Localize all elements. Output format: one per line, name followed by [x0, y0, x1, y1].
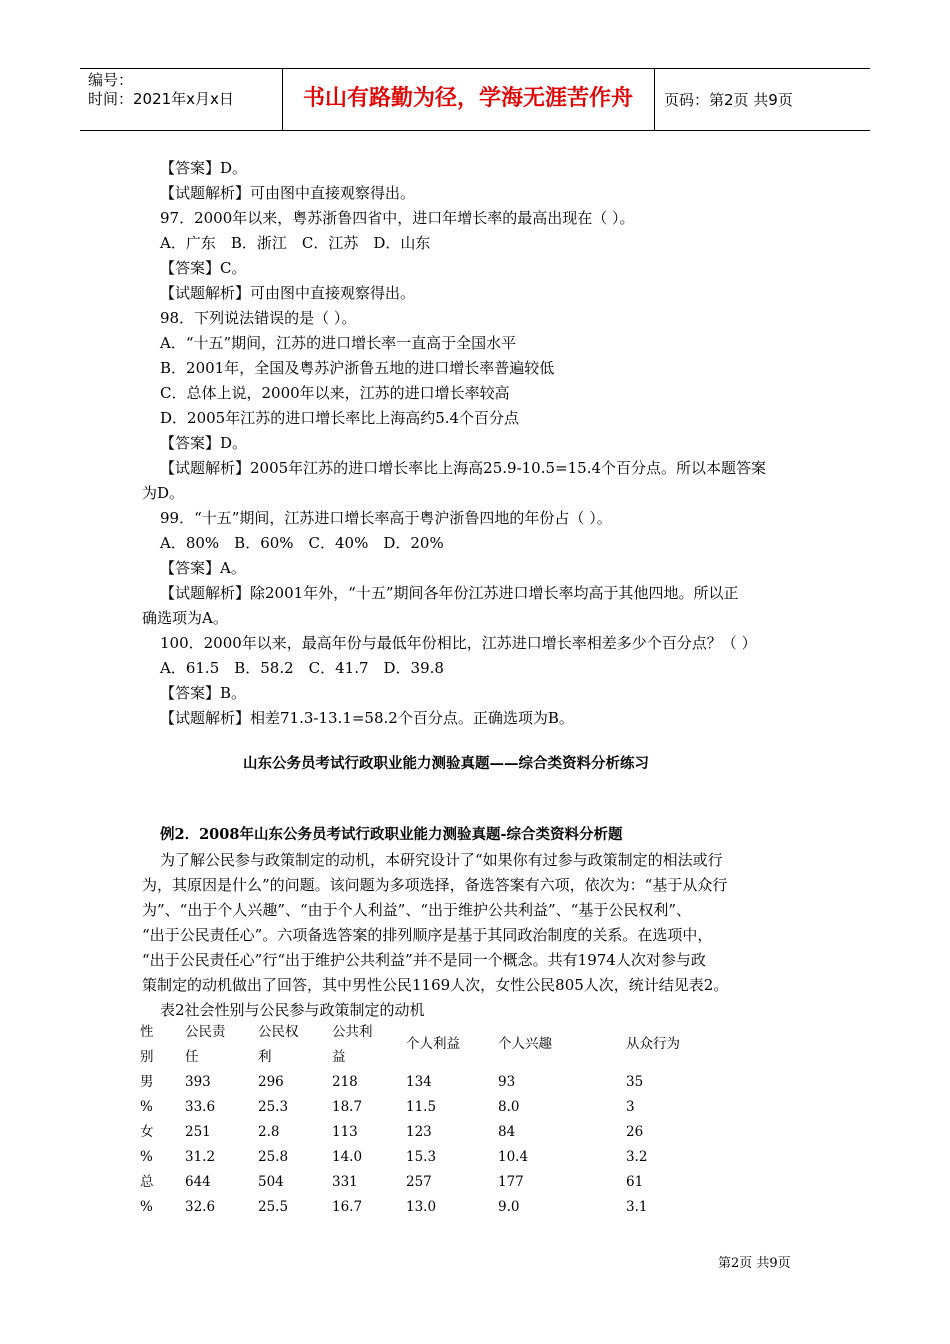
table-row: [140, 1195, 760, 1220]
table-cell: %: [140, 1199, 153, 1215]
table-row: [140, 1145, 760, 1170]
table-cell: 11.5: [406, 1099, 437, 1115]
table-cell: 男: [140, 1074, 154, 1090]
text-line: 【答案】A。: [160, 559, 246, 577]
table-cell: 331: [332, 1174, 358, 1190]
question-97: 97．2000年以来，粤苏浙鲁四省中，进口年增长率的最高出现在（ ）。: [160, 209, 635, 227]
header-time-label: 时间：2021年x月x日: [88, 90, 234, 108]
table-row: [140, 1120, 760, 1145]
text-line: 【试题解析】可由图中直接观察得出。: [160, 184, 416, 202]
table-cell: 504: [258, 1174, 284, 1190]
table-cell: 123: [406, 1124, 432, 1140]
table-cell: 女: [140, 1124, 154, 1140]
table-cell: 25.3: [258, 1099, 289, 1115]
paragraph-line: “出于公民责任心”。六项备选答案的排列顺序是基于其同政治制度的关系。在选项中，: [142, 926, 713, 944]
table-cell: 8.0: [498, 1099, 520, 1115]
table-row: [140, 1170, 760, 1195]
question-99-options: A．80% B．60% C．40% D．20%: [160, 534, 444, 552]
table-cell: 9.0: [498, 1199, 520, 1215]
question-97-options: A．广东 B．浙江 C．江苏 D．山东: [160, 234, 431, 252]
question-99: 99．“十五”期间，江苏进口增长率高于粤沪浙鲁四地的年份占（ ）。: [160, 509, 612, 527]
text-line: 【答案】C。: [160, 259, 247, 277]
header-left: [88, 71, 234, 109]
text-line: 【试题解析】2005年江苏的进口增长率比上海高25.9-10.5=15.4个百分点。所以本题答案: [160, 459, 767, 477]
table-cell: 33.6: [185, 1099, 216, 1115]
table-cell: 134: [406, 1074, 432, 1090]
table-cell: %: [140, 1099, 153, 1115]
page-footer: 第2页 共9页: [718, 1256, 791, 1271]
table-header-cell: 性 别: [140, 1024, 154, 1065]
table-caption: 表2社会性别与公民参与政策制定的动机: [160, 1001, 425, 1019]
table-row: [140, 1095, 760, 1120]
table-header-row: [140, 1020, 760, 1070]
table-cell: 296: [258, 1074, 284, 1090]
table-cell: 18.7: [332, 1099, 363, 1115]
table-cell: 3: [626, 1099, 635, 1115]
table-cell: 218: [332, 1074, 358, 1090]
table-cell: 25.8: [258, 1149, 289, 1165]
question-98: 98．下列说法错误的是（ ）。: [160, 309, 357, 327]
table-cell: 393: [185, 1074, 211, 1090]
paragraph-line: 为，其原因是什么”的问题。该问题为多项选择，备选答案有六项，依次为：“基于从众行: [142, 876, 728, 894]
header-page-label: 页码：第2页 共9页: [664, 91, 793, 109]
table-cell: 84: [498, 1124, 516, 1140]
table-cell: 10.4: [498, 1149, 529, 1165]
question-98-option-c: C．总体上说，2000年以来，江苏的进口增长率较高: [160, 384, 510, 402]
question-98-option-a: A．“十五”期间，江苏的进口增长率一直高于全国水平: [160, 334, 517, 352]
table-cell: 257: [406, 1174, 432, 1190]
table-cell: 3.2: [626, 1149, 648, 1165]
table-cell: 总: [140, 1174, 154, 1190]
table-cell: 16.7: [332, 1199, 363, 1215]
paragraph-line: 策制定的动机做出了回答，其中男性公民1169人次，女性公民805人次，统计结见表2。: [142, 976, 729, 994]
text-line: 【试题解析】相差71.3-13.1=58.2个百分点。正确选项为B。: [160, 709, 574, 727]
text-line: 【答案】B。: [160, 684, 247, 702]
text-line: 【试题解析】可由图中直接观察得出。: [160, 284, 416, 302]
example-title: 例2．2008年山东公务员考试行政职业能力测验真题-综合类资料分析题: [160, 826, 623, 843]
page-header: [80, 68, 870, 131]
table-cell: 251: [185, 1124, 211, 1140]
table-cell: 644: [185, 1174, 211, 1190]
table-cell: 177: [498, 1174, 524, 1190]
section-title: 山东公务员考试行政职业能力测验真题——综合类资料分析练习: [243, 755, 649, 772]
text-line: 确选项为A。: [142, 609, 228, 627]
table-cell: 3.1: [626, 1199, 648, 1215]
table-row: [140, 1070, 760, 1095]
question-100-options: A．61.5 B．58.2 C．41.7 D．39.8: [160, 659, 444, 677]
table-cell: 31.2: [185, 1149, 216, 1165]
table-header-cell: 公共利 益: [332, 1024, 373, 1065]
table-cell: %: [140, 1149, 153, 1165]
header-motto: 书山有路勤为径，学海无涯苦作舟: [302, 86, 633, 111]
text-line: 【答案】D。: [160, 159, 248, 177]
table-header-cell: 个人利益: [406, 1036, 460, 1052]
table-cell: 25.5: [258, 1199, 289, 1215]
paragraph-line: “出于公民责任心”行“出于维护公共利益”并不是同一个概念。共有1974人次对参与政: [142, 951, 706, 969]
table-cell: 32.6: [185, 1199, 216, 1215]
table-cell: 2.8: [258, 1124, 280, 1140]
table-cell: 26: [626, 1124, 644, 1140]
text-line: 【试题解析】除2001年外，“十五”期间各年份江苏进口增长率均高于其他四地。所以正: [160, 584, 739, 602]
table-cell: 61: [626, 1174, 644, 1190]
table-cell: 14.0: [332, 1149, 363, 1165]
table-cell: 113: [332, 1124, 358, 1140]
paragraph-line: 为了解公民参与政策制定的动机，本研究设计了“如果你有过参与政策制定的相法或行: [160, 851, 723, 869]
table-header-cell: 公民责 任: [185, 1024, 226, 1065]
question-100: 100．2000年以来，最高年份与最低年份相比，江苏进口增长率相差多少个百分点？（ ）: [160, 634, 757, 652]
table-cell: 15.3: [406, 1149, 437, 1165]
text-line: 为D。: [142, 484, 185, 502]
table-header-cell: 公民权 利: [258, 1024, 299, 1065]
table-header-cell: 个人兴趣: [498, 1036, 552, 1052]
table-header-cell: 从众行为: [626, 1036, 680, 1052]
paragraph-line: 为”、“出于个人兴趣”、“由于个人利益”、“出于维护公共利益”、“基于公民权利”、: [142, 901, 692, 919]
question-98-option-d: D．2005年江苏的进口增长率比上海高约5.4个百分点: [160, 409, 520, 427]
table-cell: 13.0: [406, 1199, 437, 1215]
header-divider: [654, 69, 655, 130]
table-cell: 35: [626, 1074, 644, 1090]
text-line: 【答案】D。: [160, 434, 248, 452]
header-number-label: 编号：: [88, 71, 134, 89]
table-cell: 93: [498, 1074, 516, 1090]
question-98-option-b: B．2001年，全国及粤苏沪浙鲁五地的进口增长率普遍较低: [160, 359, 555, 377]
